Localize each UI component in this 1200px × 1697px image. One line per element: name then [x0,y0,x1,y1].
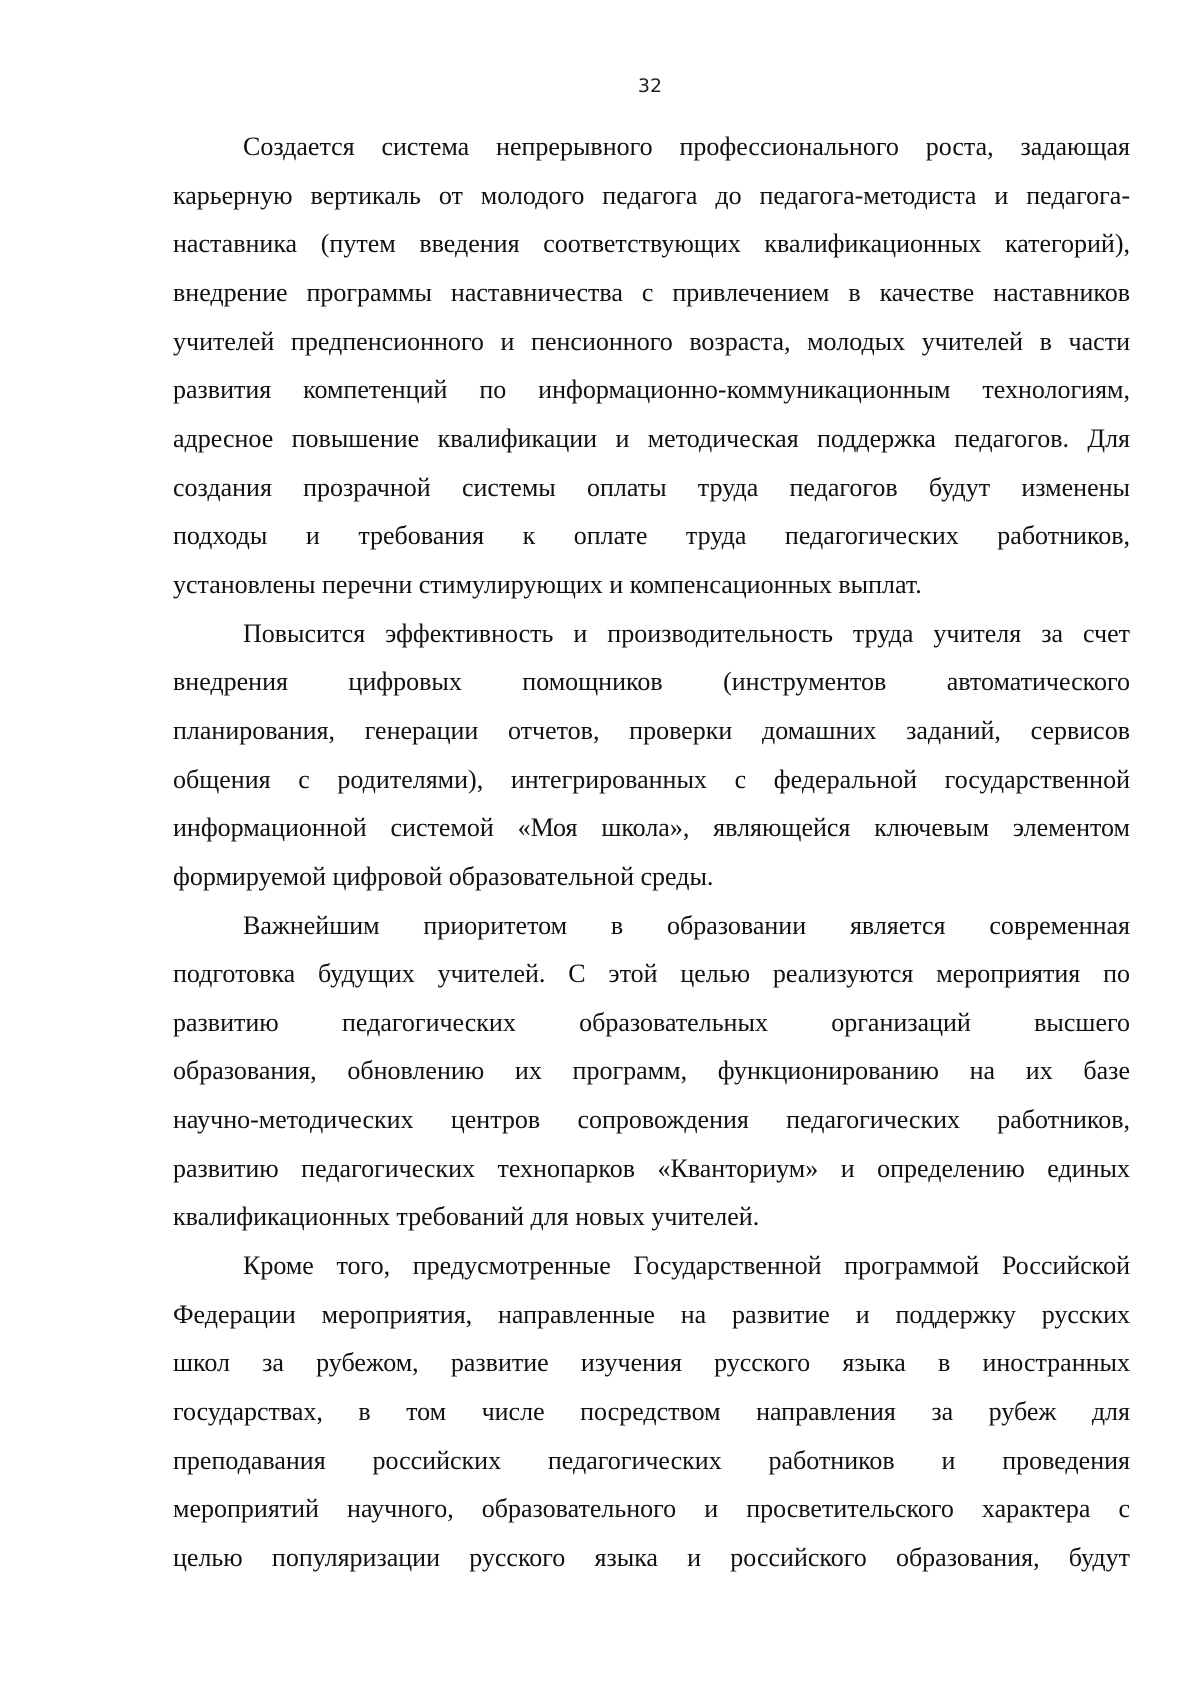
text-line: целью популяризации русского языка и российского образования, будут [173,1543,1130,1573]
text-line: учителей предпенсионного и пенсионного возраста, молодых учителей в части [173,326,1130,356]
text-line: Создается система непрерывного профессионального роста, задающая [243,132,1130,161]
text-line: планирования, генерации отчетов, проверки домашних заданий, сервисов [173,715,1130,745]
text-line: развитию педагогических образовательных организаций высшего [173,1007,1130,1037]
text-line: научно-методических центров сопровождения педагогических работников, [173,1105,1130,1135]
text-line: преподавания российских педагогических работников и проведения [173,1445,1130,1475]
text-line: адресное повышение квалификации и методическая поддержка педагогов. Для [173,423,1130,453]
body-text [173,123,1130,1583]
text-line: образования, обновлению их программ, функционированию на их базе [173,1056,1130,1086]
text-line: подходы и требования к оплате труда педагогических работников, [173,521,1130,551]
text-line: информационной системой «Моя школа», являющейся ключевым элементом [173,813,1130,843]
text-line: Важнейшим приоритетом в образовании является современная [243,910,1130,940]
text-line: Федерации мероприятия, направленные на развитие и поддержку русских [173,1299,1130,1329]
text-line: карьерную вертикаль от молодого педагога до педагога-методиста и педагога- [173,180,1130,210]
text-line: Повысится эффективность и производительность труда учителя за счет [243,618,1130,648]
text-line: общения с родителями), интегрированных с федеральной государственной [173,764,1130,794]
paragraph-teacher-training [173,902,1130,1243]
text-line: установлены перечни стимулирующих и компенсационных выплат. [173,569,922,599]
text-line: внедрение программы наставничества с привлечением в качестве наставников [173,277,1130,307]
text-line: мероприятий научного, образовательного и просветительского характера с [173,1494,1130,1524]
text-line: школ за рубежом, развитие изучения русского языка в иностранных [173,1348,1130,1378]
text-line: квалификационных требований для новых учителей. [173,1202,760,1232]
text-line: формируемой цифровой образовательной среды. [173,861,714,891]
text-line: государствах, в том числе посредством направления за рубеж для [173,1397,1130,1427]
page-number: 32 [637,75,663,97]
text-line: подготовка будущих учителей. С этой целью реализуются мероприятия по [173,959,1130,989]
paragraph-digital-assistants [173,610,1130,902]
text-line: развитию педагогических технопарков «Кванториум» и определению единых [173,1153,1130,1183]
text-line: внедрения цифровых помощников (инструментов автоматического [173,667,1130,697]
paragraph-career-growth [173,123,1130,610]
text-line: развития компетенций по информационно-коммуникационным технологиям, [173,375,1130,405]
text-line: Кроме того, предусмотренные Государственной программой Российской [243,1251,1130,1281]
text-line: наставника (путем введения соответствующих квалификационных категорий), [173,229,1130,259]
paragraph-russian-schools-abroad [173,1242,1130,1583]
text-line: создания прозрачной системы оплаты труда педагогов будут изменены [173,472,1130,502]
